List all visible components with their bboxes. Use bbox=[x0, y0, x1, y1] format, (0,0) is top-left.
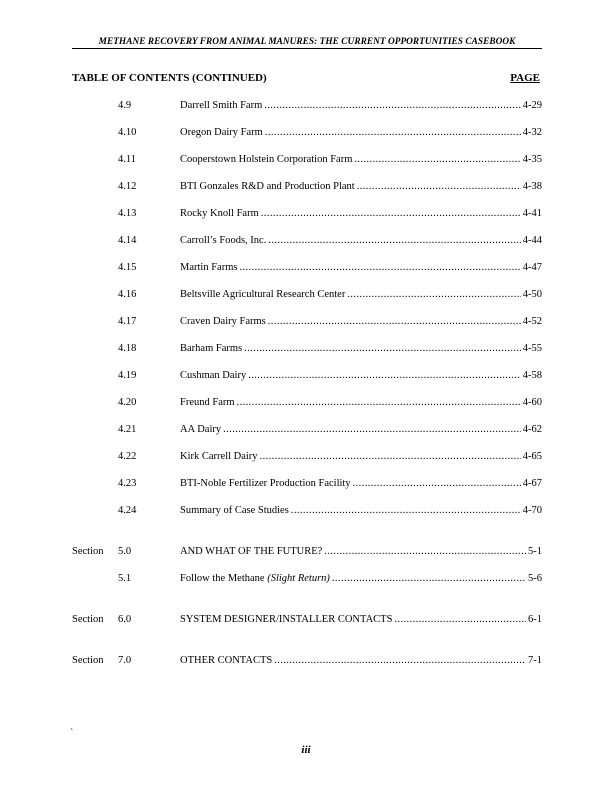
toc-entry-page: 4-47 bbox=[522, 262, 542, 273]
toc-entry-number: 4.15 bbox=[118, 262, 137, 273]
toc-entry-section-label: Section bbox=[72, 655, 104, 666]
toc-entry-title-text: Freund Farm bbox=[180, 397, 235, 408]
toc-entry-title bbox=[180, 342, 242, 356]
toc-entry-number: 4.20 bbox=[118, 397, 137, 408]
toc-entry-page: 7-1 bbox=[528, 655, 542, 666]
toc-entry[interactable] bbox=[72, 261, 542, 275]
toc-entry[interactable] bbox=[72, 234, 542, 248]
toc-entry-page: 5-6 bbox=[528, 573, 542, 584]
toc-entry-number: 4.13 bbox=[118, 208, 137, 219]
dot-leader bbox=[353, 477, 521, 491]
toc-entry[interactable] bbox=[72, 342, 542, 356]
toc-entry-line bbox=[180, 234, 542, 248]
toc-entry-number: 4.18 bbox=[118, 343, 137, 354]
toc-entry-title bbox=[180, 654, 272, 668]
dot-leader bbox=[223, 423, 521, 437]
toc-entry-title bbox=[180, 234, 266, 248]
dot-leader bbox=[291, 504, 521, 518]
toc-entry[interactable] bbox=[72, 207, 542, 221]
toc-entry-page: 5-1 bbox=[528, 546, 542, 557]
toc-entry-page: 4-55 bbox=[522, 343, 542, 354]
toc-entry-title bbox=[180, 261, 237, 275]
toc-entry-line bbox=[180, 654, 542, 668]
dot-leader bbox=[332, 572, 526, 586]
toc-entry[interactable] bbox=[72, 396, 542, 410]
toc-entry-title-text: AND WHAT OF THE FUTURE? bbox=[180, 546, 323, 557]
toc-entry-page: 4-60 bbox=[522, 397, 542, 408]
dot-leader bbox=[347, 288, 520, 302]
toc-entry-page: 4-29 bbox=[522, 100, 542, 111]
toc-entry-page: 4-70 bbox=[522, 505, 542, 516]
toc-entry-line bbox=[180, 288, 542, 302]
toc-entry-title-text: BTI-Noble Fertilizer Production Facility bbox=[180, 478, 351, 489]
toc-entry[interactable] bbox=[72, 180, 542, 194]
toc-entry-section-label: Section bbox=[72, 546, 104, 557]
toc-entry-title-text: Kirk Carrell Dairy bbox=[180, 451, 258, 462]
toc-entry-line bbox=[180, 572, 542, 586]
dot-leader bbox=[274, 654, 526, 668]
toc-entry-title bbox=[180, 126, 263, 140]
dot-leader bbox=[248, 369, 521, 383]
toc-entry[interactable] bbox=[72, 153, 542, 167]
toc-entry-number: 4.24 bbox=[118, 505, 137, 516]
dot-leader bbox=[268, 315, 521, 329]
toc-entry-page: 6-1 bbox=[528, 614, 542, 625]
toc-entry[interactable] bbox=[72, 423, 542, 437]
toc-entry-title bbox=[180, 180, 355, 194]
toc-entry-number: 6.0 bbox=[118, 614, 132, 625]
toc-entry-number: 4.22 bbox=[118, 451, 137, 462]
toc-entry-title-text: AA Dairy bbox=[180, 424, 222, 435]
dot-leader bbox=[394, 613, 526, 627]
dot-leader bbox=[354, 153, 520, 167]
dot-leader bbox=[324, 545, 526, 559]
toc-entry-line bbox=[180, 369, 542, 383]
header-rule bbox=[72, 48, 542, 49]
toc-entry-number: 5.0 bbox=[118, 546, 132, 557]
toc-entry-number: 4.19 bbox=[118, 370, 137, 381]
toc-entry-title bbox=[180, 396, 235, 410]
running-header: METHANE RECOVERY FROM ANIMAL MANURES: THE CURRENT OPPORTUNITIES CASEBOOK bbox=[98, 37, 516, 47]
toc-entry-title bbox=[180, 315, 266, 329]
toc-entry-number: 4.23 bbox=[118, 478, 137, 489]
toc-entry-line bbox=[180, 261, 542, 275]
toc-entry-line bbox=[180, 545, 542, 559]
toc-entry-title bbox=[180, 450, 258, 464]
toc-entry-section-label: Section bbox=[72, 614, 104, 625]
toc-entry-title bbox=[180, 207, 259, 221]
toc-entry-title bbox=[180, 572, 330, 586]
toc-entry-line bbox=[180, 504, 542, 518]
dot-leader bbox=[264, 99, 521, 113]
toc-entry[interactable] bbox=[72, 654, 542, 668]
toc-entry-line bbox=[180, 613, 542, 627]
dot-leader bbox=[244, 342, 521, 356]
toc-entry-title-text: Oregon Dairy Farm bbox=[180, 127, 263, 138]
toc-entry-title-text: Barham Farms bbox=[180, 343, 243, 354]
toc-entry-title bbox=[180, 288, 345, 302]
toc-entry-page: 4-52 bbox=[522, 316, 542, 327]
toc-entry-line bbox=[180, 180, 542, 194]
toc-entry-title-text: Beltsville Agricultural Research Center bbox=[180, 289, 346, 300]
toc-entry-title-text: Summary of Case Studies bbox=[180, 505, 289, 516]
toc-entry-page: 4-67 bbox=[522, 478, 542, 489]
page-number: iii bbox=[301, 744, 311, 756]
toc-entry-number: 4.9 bbox=[118, 100, 132, 111]
toc-entry-line bbox=[180, 153, 542, 167]
toc-heading: TABLE OF CONTENTS (CONTINUED) bbox=[72, 72, 267, 84]
toc-entry-title-text: Carroll’s Foods, Inc. bbox=[180, 235, 267, 246]
toc-entry-number: 4.11 bbox=[118, 154, 136, 165]
toc-entry-line bbox=[180, 99, 542, 113]
toc-entry-page: 4-35 bbox=[522, 154, 542, 165]
toc-entry-page: 4-32 bbox=[522, 127, 542, 138]
toc-entry-line bbox=[180, 477, 542, 491]
toc-entry-title bbox=[180, 504, 289, 518]
toc-entry[interactable] bbox=[72, 572, 542, 586]
toc-entry-title-italic: (Slight Return) bbox=[267, 573, 330, 584]
toc-entry-number: 4.10 bbox=[118, 127, 137, 138]
toc-entry-page: 4-65 bbox=[522, 451, 542, 462]
toc-entry-line bbox=[180, 450, 542, 464]
toc-entry-title-text: Craven Dairy Farms bbox=[180, 316, 266, 327]
toc-entry-title bbox=[180, 99, 262, 113]
toc-entry-title-text: SYSTEM DESIGNER/INSTALLER CONTACTS bbox=[180, 614, 393, 625]
toc-entry-number: 4.17 bbox=[118, 316, 137, 327]
toc-entry-page: 4-50 bbox=[522, 289, 542, 300]
toc-entry-page: 4-62 bbox=[522, 424, 542, 435]
dot-leader bbox=[265, 126, 521, 140]
page-column-heading: PAGE bbox=[510, 72, 540, 84]
toc-entry-title bbox=[180, 613, 392, 627]
dot-leader bbox=[260, 450, 521, 464]
toc-entry-number: 7.0 bbox=[118, 655, 132, 666]
toc-entry[interactable] bbox=[72, 126, 542, 140]
toc-entry[interactable] bbox=[72, 450, 542, 464]
toc-entry-line bbox=[180, 342, 542, 356]
toc-entry[interactable] bbox=[72, 545, 542, 559]
dot-leader bbox=[261, 207, 521, 221]
dot-leader bbox=[268, 234, 520, 248]
toc-entry-title-text: Cushman Dairy bbox=[180, 370, 247, 381]
toc-entry-title-text: Rocky Knoll Farm bbox=[180, 208, 259, 219]
toc-entry-title bbox=[180, 545, 322, 559]
toc-entry-line bbox=[180, 126, 542, 140]
toc-entry-page: 4-38 bbox=[522, 181, 542, 192]
toc-entry-number: 4.14 bbox=[118, 235, 137, 246]
toc-entry[interactable] bbox=[72, 477, 542, 491]
toc-entry-line bbox=[180, 207, 542, 221]
toc-entry-title bbox=[180, 423, 221, 437]
toc-entry-page: 4-58 bbox=[522, 370, 542, 381]
toc-entry[interactable] bbox=[72, 613, 542, 627]
dot-leader bbox=[357, 180, 521, 194]
toc-entry[interactable] bbox=[72, 504, 542, 518]
toc-entry[interactable] bbox=[72, 315, 542, 329]
toc-entry-line bbox=[180, 315, 542, 329]
toc-entry-number: 5.1 bbox=[118, 573, 132, 584]
toc-entry-title-text: OTHER CONTACTS bbox=[180, 655, 273, 666]
toc-entry-title bbox=[180, 369, 246, 383]
toc-entry-number: 4.16 bbox=[118, 289, 137, 300]
stray-mark: ` bbox=[70, 728, 74, 739]
toc-entry[interactable] bbox=[72, 369, 542, 383]
dot-leader bbox=[237, 396, 521, 410]
toc-entry-line bbox=[180, 423, 542, 437]
toc-entry-title-text: Cooperstown Holstein Corporation Farm bbox=[180, 154, 353, 165]
toc-entry-title-text: Follow the Methane bbox=[180, 573, 265, 584]
dot-leader bbox=[239, 261, 520, 275]
toc-entry-title-text: Darrell Smith Farm bbox=[180, 100, 263, 111]
toc-entry-title-text: BTI Gonzales R&D and Production Plant bbox=[180, 181, 355, 192]
toc-entry-line bbox=[180, 396, 542, 410]
toc-entry[interactable] bbox=[72, 288, 542, 302]
toc-entry-number: 4.21 bbox=[118, 424, 137, 435]
toc-entry-title-text: Martin Farms bbox=[180, 262, 238, 273]
toc-entry-number: 4.12 bbox=[118, 181, 137, 192]
toc-entry-page: 4-44 bbox=[522, 235, 542, 246]
toc-entry-page: 4-41 bbox=[522, 208, 542, 219]
toc-entry[interactable] bbox=[72, 99, 542, 113]
toc-entry-title bbox=[180, 477, 351, 491]
toc-entry-title bbox=[180, 153, 352, 167]
